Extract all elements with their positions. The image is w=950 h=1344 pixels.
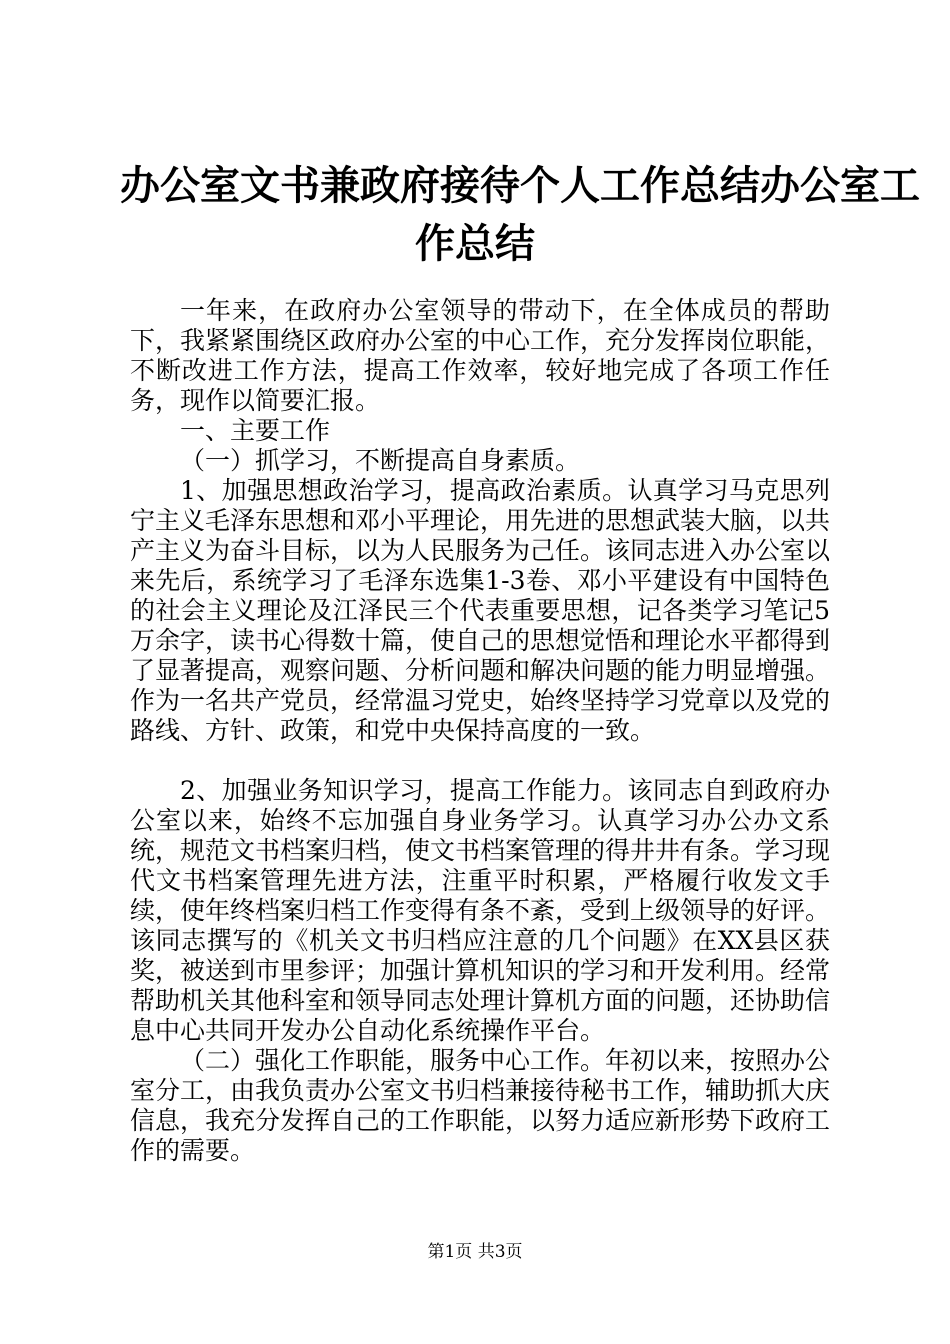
paragraph-political-study: 1、加强思想政治学习，提高政治素质。认真学习马克思列宁主义毛泽东思想和邓小平理论，用先进的思想武装大脑，以共产主义为奋斗目标，以为人民服务为己任。该同志进入办公室以来先后，系统学习了毛泽东选集1-3卷、邓小平建设有中国特色的社会主义理论及江泽民三个代表重要思想，记各类学习笔记5万余字，读书心得数十篇，使自己的思想觉悟和理论水平都得到了显著提高，观察问题、分析问题和解决问题的能力明显增强。作为一名共产党员，经常温习党史，始终坚持学习党章以及党的路线、方针、政策，和党中央保持高度的一致。 bbox=[130, 476, 831, 745]
document-title-line-2: 作总结 bbox=[415, 220, 535, 267]
document-body bbox=[130, 296, 830, 1166]
section-heading-main-work: 一、主要工作 bbox=[180, 416, 331, 445]
document-title-line-1: 办公室文书兼政府接待个人工作总结办公室工 bbox=[120, 162, 920, 209]
paragraph-intro: 一年来，在政府办公室领导的带动下，在全体成员的帮助下，我紧紧围绕区政府办公室的中心工作，充分发挥岗位职能，不断改进工作方法，提高工作效率，较好地完成了各项工作任务，现作以简要汇报。 bbox=[130, 296, 831, 415]
paragraph-work-functions: （二）强化工作职能，服务中心工作。年初以来，按照办公室分工，由我负责办公室文书归档兼接待秘书工作，辅助抓大庆信息，我充分发挥自己的工作职能，以努力适应新形势下政府工作的需要。 bbox=[130, 1046, 831, 1165]
paragraph-business-study: 2、加强业务知识学习，提高工作能力。该同志自到政府办公室以来，始终不忘加强自身业务学习。认真学习办公办文系统，规范文书档案归档，使文书档案管理的得井井有条。学习现代文书档案管理先进方法，注重平时积累，严格履行收发文手续，使年终档案归档工作变得有条不紊，受到上级领导的好评。该同志撰写的《机关文书归档应注意的几个问题》在XX县区获奖，被送到市里参评；加强计算机知识的学习和开发利用。经常帮助机关其他科室和领导同志处理计算机方面的问题，还协助信息中心共同开发办公自动化系统操作平台。 bbox=[130, 776, 831, 1045]
subsection-heading-study: （一）抓学习，不断提高自身素质。 bbox=[180, 446, 581, 475]
page-number-footer: 第1页 共3页 bbox=[427, 1242, 523, 1262]
